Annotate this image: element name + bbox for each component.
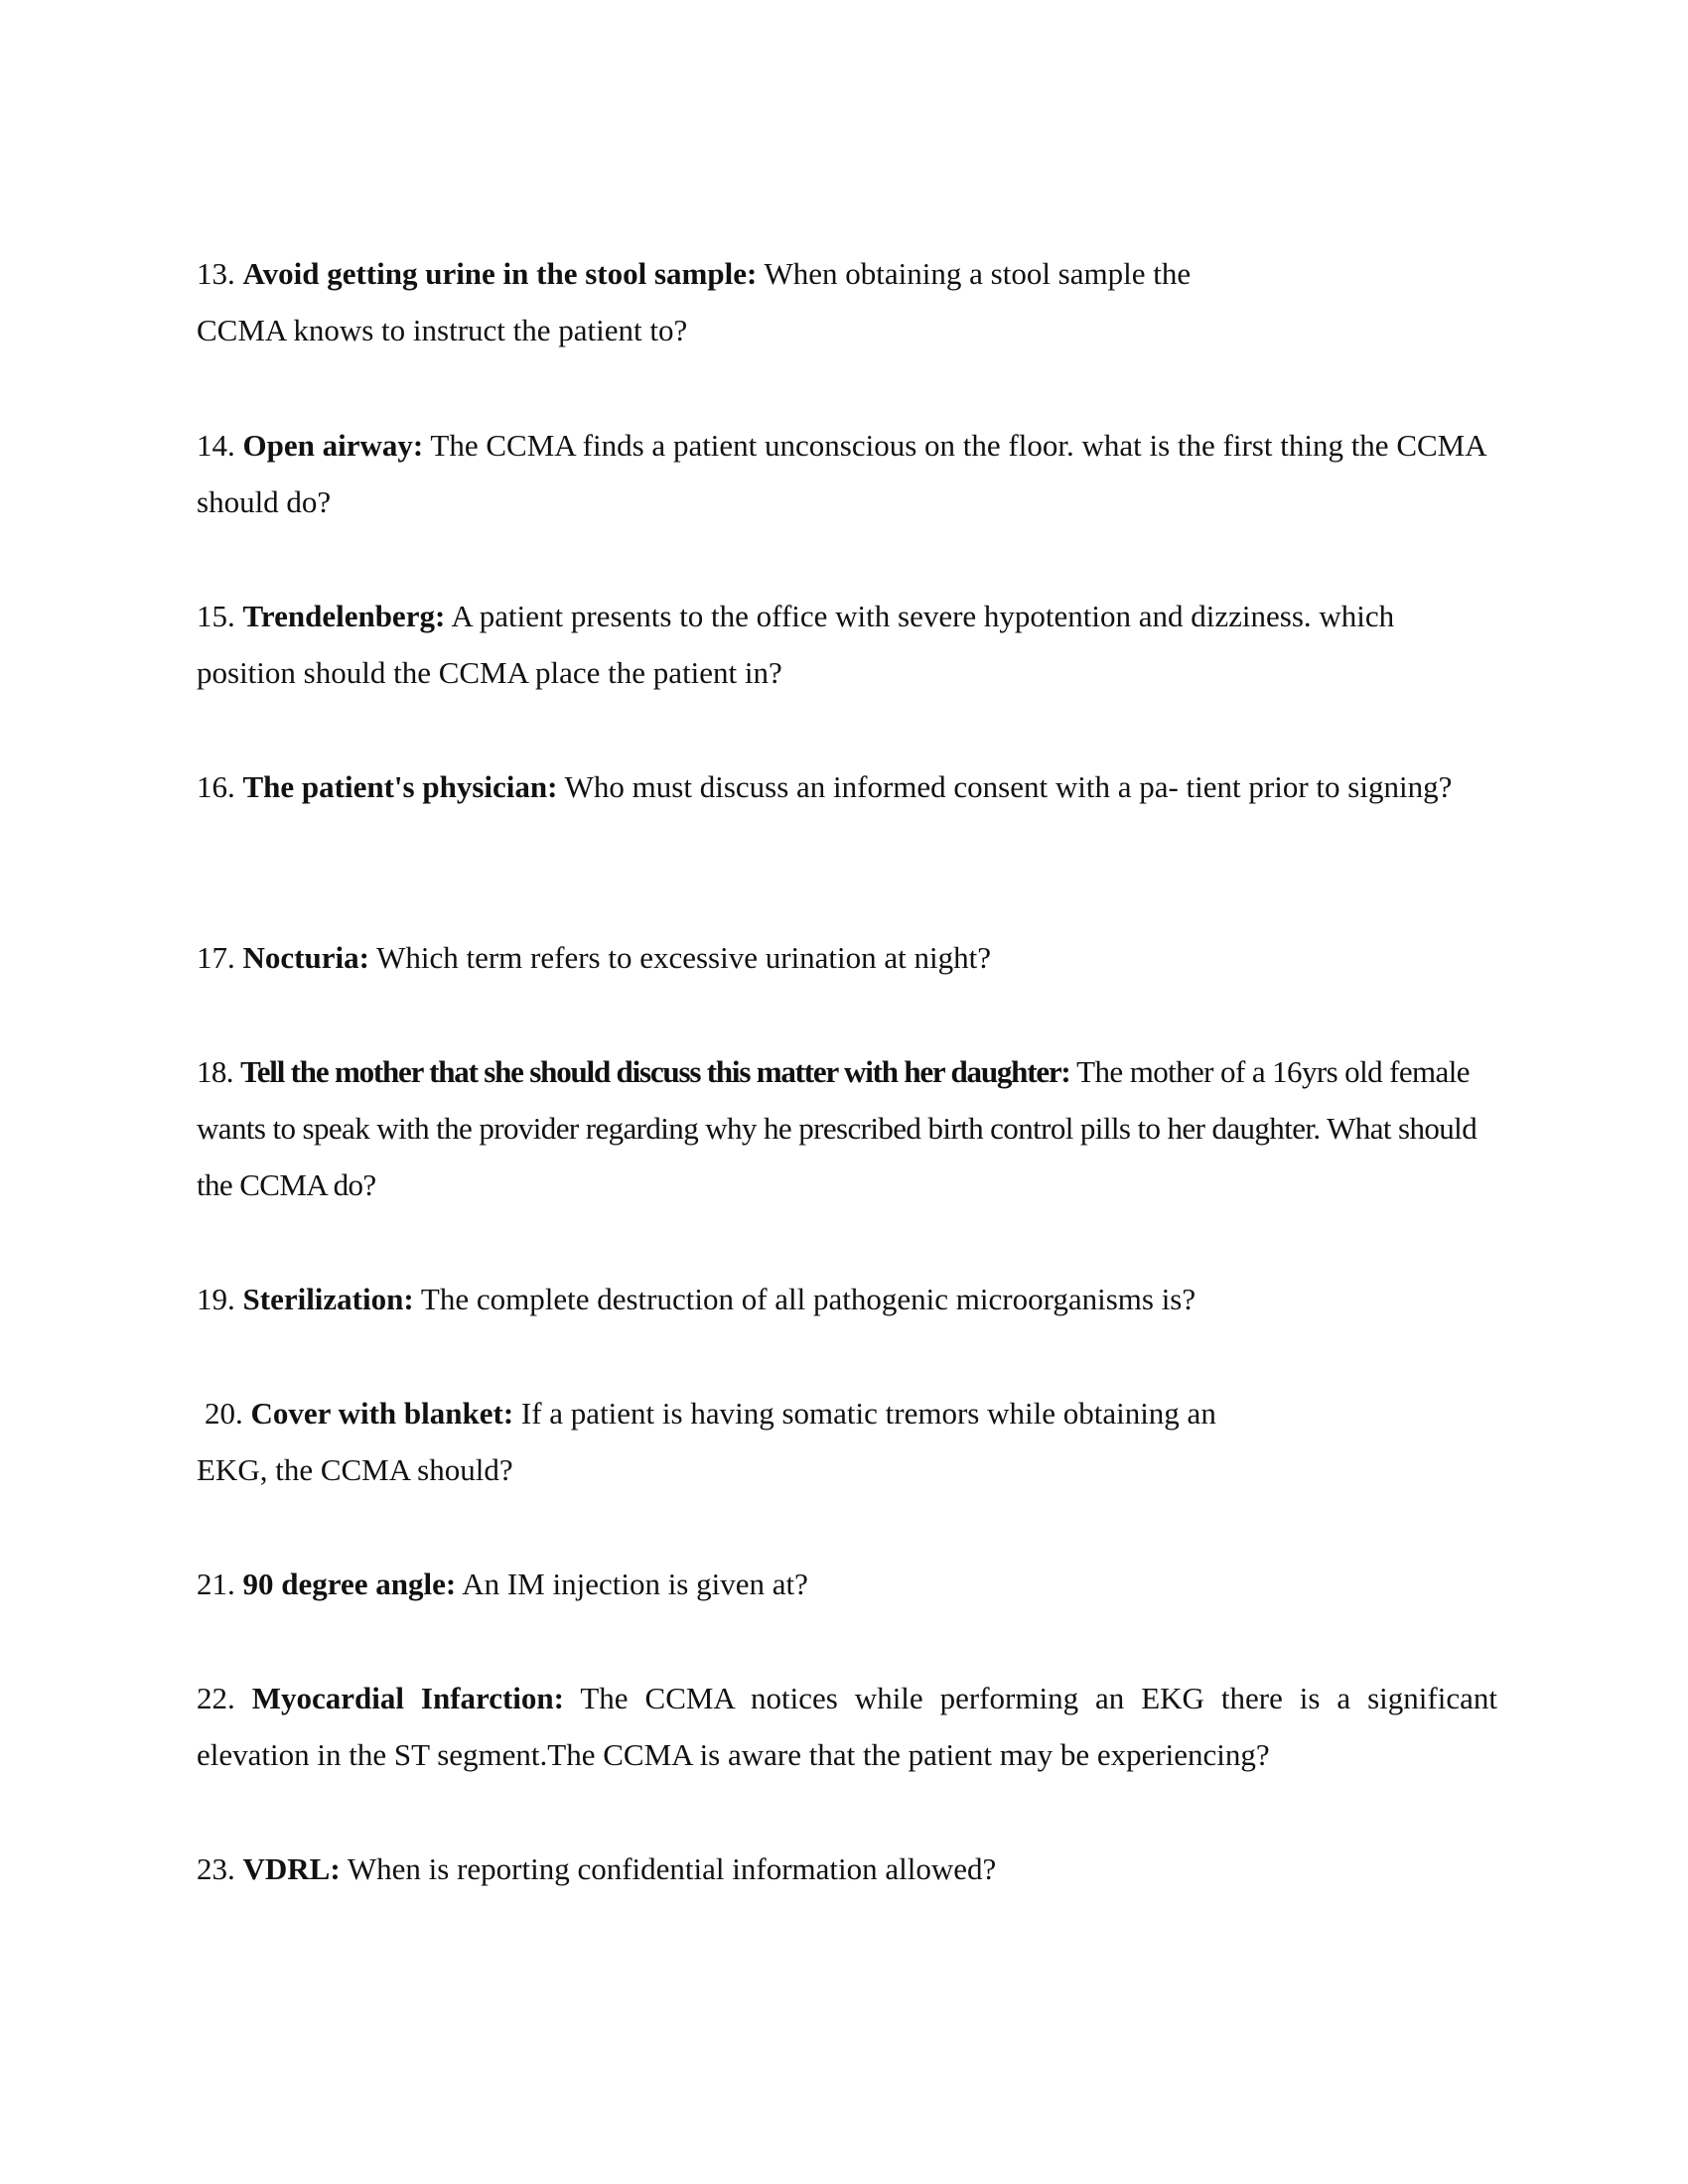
- item-number: 22.: [197, 1681, 235, 1715]
- qa-item-20: [197, 1385, 1497, 1498]
- item-number: 13.: [197, 256, 235, 291]
- item-question: If a patient is having somatic tremors while obtaining an: [520, 1396, 1216, 1431]
- item-number: 16.: [197, 769, 235, 804]
- item-question: When is reporting confidential information allowed?: [347, 1851, 997, 1886]
- item-question: The CCMA finds a patient unconscious on the floor. what is the first thing the CCMA should do?: [197, 428, 1485, 519]
- qa-item-17: [197, 929, 1497, 986]
- qa-item-13: [197, 245, 1497, 358]
- item-answer: Myocardial Infarction:: [251, 1681, 564, 1715]
- item-answer: Sterilization:: [242, 1282, 414, 1316]
- item-question: Who must discuss an informed consent with a pa- tient prior to signing?: [564, 769, 1453, 804]
- item-answer: Tell the mother that she should discuss this matter with her daughter:: [240, 1054, 1070, 1089]
- item-number: 23.: [197, 1851, 235, 1886]
- item-question: The complete destruction of all pathogenic microorganisms is?: [420, 1282, 1196, 1316]
- item-question: When obtaining a stool sample the: [764, 256, 1192, 291]
- item-number: 20.: [205, 1396, 243, 1431]
- item-number: 14.: [197, 428, 235, 463]
- item-answer: Trendelenberg:: [242, 599, 446, 633]
- qa-item-18: [197, 1043, 1497, 1213]
- qa-item-22: [197, 1670, 1497, 1783]
- item-number: 18.: [197, 1054, 233, 1089]
- item-number: 21.: [197, 1567, 235, 1601]
- item-number: 15.: [197, 599, 235, 633]
- item-number: 19.: [197, 1282, 235, 1316]
- item-answer: 90 degree angle:: [242, 1567, 457, 1601]
- item-answer: The patient's physician:: [242, 769, 558, 804]
- item-question: Which term refers to excessive urination at night?: [376, 940, 992, 975]
- item-answer: VDRL:: [242, 1851, 341, 1886]
- item-answer: Nocturia:: [242, 940, 369, 975]
- item-question: The mother of a 16yrs old female wants to speak with the provider regarding why he prescribed birth control pills to her daughter. What should the CCMA do?: [197, 1054, 1477, 1202]
- qa-item-14: [197, 417, 1497, 530]
- item-question-continued: CCMA knows to instruct the patient to?: [197, 313, 688, 347]
- item-question: The CCMA notices while performing an EKG there is a significant elevation in the ST segment.The CCMA is aware that the patient may be experiencing?: [197, 1681, 1497, 1772]
- qa-item-15: [197, 588, 1497, 701]
- item-question: An IM injection is given at?: [462, 1567, 808, 1601]
- item-answer: Avoid getting urine in the stool sample:: [242, 256, 758, 291]
- qa-item-21: [197, 1556, 1497, 1612]
- item-number: 17.: [197, 940, 235, 975]
- item-question-continued: EKG, the CCMA should?: [197, 1452, 513, 1487]
- qa-item-19: [197, 1271, 1497, 1327]
- qa-item-16: [197, 758, 1497, 815]
- qa-item-23: [197, 1841, 1497, 1897]
- item-answer: Open airway:: [242, 428, 424, 463]
- item-question: A patient presents to the office with severe hypotention and dizziness. which position should the CCMA place the patient in?: [197, 599, 1395, 690]
- item-answer: Cover with blanket:: [250, 1396, 514, 1431]
